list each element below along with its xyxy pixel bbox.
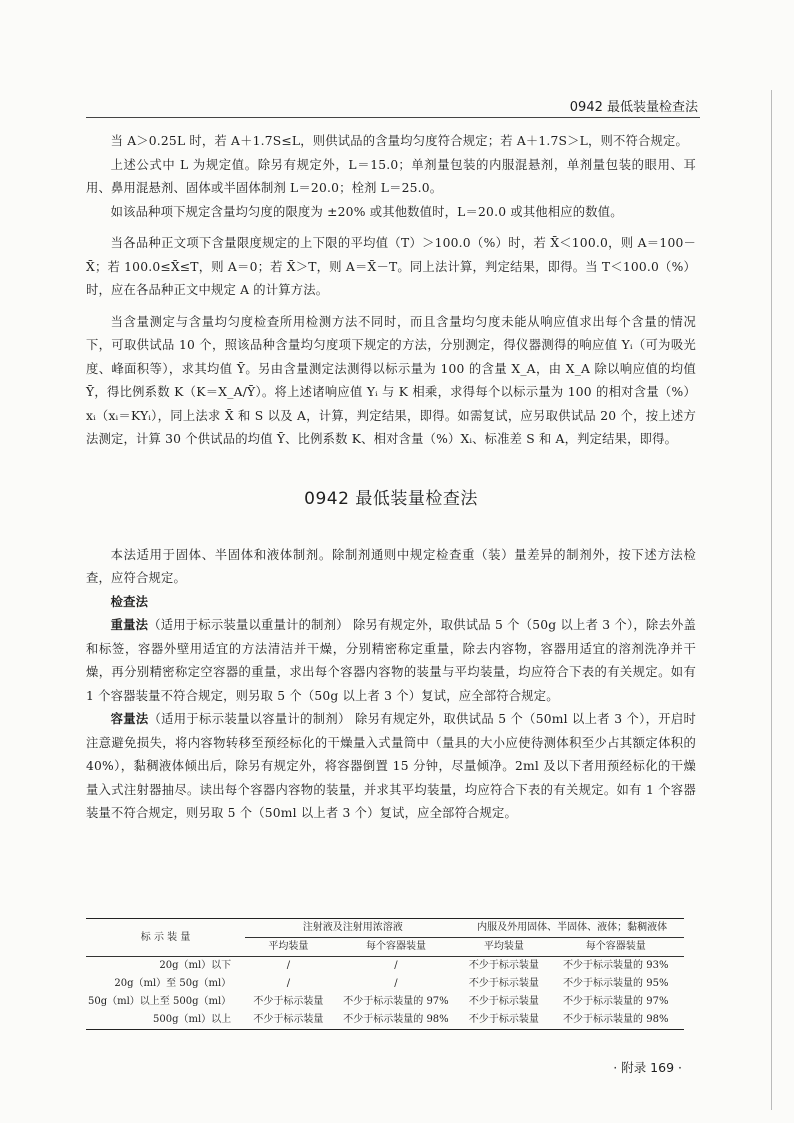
running-header-title: 0942 最低装量检查法: [569, 100, 698, 115]
weight-method-qualifier: （适用于标示装量以重量计的制剂）: [148, 618, 349, 632]
cell: 不少于标示装量的 95%: [563, 978, 669, 989]
cell: 不少于标示装量的 98%: [332, 1011, 461, 1030]
volume-method-term: 容量法: [110, 712, 149, 726]
sub-each-header: 每个容器装量: [332, 938, 461, 957]
table-row: [86, 1011, 684, 1030]
page-edge-rule: [771, 90, 772, 1110]
volume-method-text: 除另有规定外，取供试品 5 个（50ml 以上者 3 个），开启时注意避免损失，将内容物转移至预经标化的干燥量入式量筒中（量具的大小应使待测体积至少占其额定体积的 40%），黏稠液体倾出后，除另有规定外，将容器倒置 15 分钟，尽量倾净。2ml 及以下者用预经标化的干燥量入式注射器抽尽。读出每个容器内容物的装量，并求其平均装量，均应符合下表的有关规定。如有 1 个容器装量不符合规定，则另取 5 个（50ml 以上者 3 个）复试，应全部符合规定。: [86, 712, 696, 820]
sub-avg-header: 平均装量: [245, 938, 332, 957]
section-title: 0942 最低装量检查法: [304, 488, 478, 509]
cell: 不少于标示装量的 93%: [563, 960, 669, 971]
row-label: 20g（ml）至 50g（ml）: [114, 978, 232, 989]
cell: 不少于标示装量的 97%: [563, 996, 669, 1007]
paragraph-l-values: 上述公式中 L 为规定值。除另有规定外，L＝15.0；单剂量包装的内服混悬剂，单剂量包装的眼用、耳用、鼻用混悬剂、固体或半固体制剂 L＝20.0；栓剂 L＝25.0。: [86, 157, 696, 195]
method-heading: 检查法: [110, 594, 149, 609]
table-row: [86, 975, 684, 993]
min-fill-table: [86, 918, 684, 1030]
cell: 不少于标示装量: [460, 1011, 547, 1030]
paragraph-mean-limit: 当各品种正文项下含量限度规定的上下限的平均值（T）＞100.0（%）时，若 X̄＜100.0，则 A＝100－X̄；若 100.0≤X̄≤T，则 A＝0；若 X̄＞T，则 A＝X̄－T。同上法计算，判定结果，即得。当 T＜100.0（%）时，应在各品种正文中规定 A 的计算方法。: [86, 236, 696, 297]
cell: 不少于标示装量: [468, 996, 539, 1007]
cell: 不少于标示装量: [468, 960, 539, 971]
section-intro: 本法适用于固体、半固体和液体制剂。除制剂通则中规定检查重（装）量差异的制剂外，按下述方法检查，应符合规定。: [86, 547, 696, 585]
page-number: · 附录 169 ·: [613, 1060, 682, 1075]
header-rule: [86, 117, 700, 118]
cell: /: [394, 960, 398, 971]
cell: 不少于标示装量: [468, 978, 539, 989]
weight-method-paragraph: [86, 614, 696, 708]
paragraph-response-method: 当含量测定与含量均匀度检查所用检测方法不同时，而且含量均匀度未能从响应值求出每个含量的情况下，可取供试品 10 个，照该品种含量均匀度项下规定的方法，分别测定，得仪器测得的响应值 Yᵢ（可为吸光度、峰面积等），求其均值 Ȳ。另由含量测定法测得以标示量为 100 的含量 X_A，由 X_A 除以响应值的均值 Ȳ，得比例系数 K（K＝X_A/Ȳ）。将上述诸响应值 Yᵢ 与 K 相乘，求得每个以标示量为 100 的相对含量（%）xᵢ（xᵢ＝KYᵢ），同上法求 X̄ 和 S 以及 A，计算，判定结果，即得。如需复试，应另取供试品 20 个，按上述方法测定，计算 30 个供试品的均值 Ȳ、比例系数 K、相对含量（%）Xᵢ、标准差 S 和 A，判定结果，即得。: [86, 314, 696, 446]
paragraph-limit: 如该品种项下规定含量均匀度的限度为 ±20% 或其他数值时，L＝20.0 或其他相应的数值。: [110, 204, 623, 219]
cell: 不少于标示装量: [245, 1011, 332, 1030]
top-text-block: [86, 130, 696, 826]
group-injection-header: 注射液及注射用浓溶液: [245, 919, 460, 938]
volume-method-paragraph: [86, 708, 696, 826]
table-row: [86, 993, 684, 1011]
cell: /: [286, 960, 291, 971]
sub-avg-header: 平均装量: [460, 938, 547, 957]
volume-method-qualifier: （适用于标示装量以容量计的制剂）: [148, 712, 351, 726]
cell: /: [394, 978, 398, 989]
row-label: 20g（ml）以下: [159, 960, 232, 971]
col-label-header: 标 示 装 量: [86, 919, 245, 957]
row-label: 500g（ml）以上: [86, 1011, 245, 1030]
paragraph-a-condition: 当 A＞0.25L 时，若 A＋1.7S≤L，则供试品的含量均匀度符合规定；若 A＋1.7S＞L，则不符合规定。: [110, 134, 689, 148]
group-oral-header: 内服及外用固体、半固体、液体；黏稠液体: [460, 919, 684, 938]
cell: 不少于标示装量的 98%: [548, 1011, 684, 1030]
cell: 不少于标示装量: [253, 996, 324, 1007]
sub-each-header: 每个容器装量: [548, 938, 684, 957]
weight-method-text: 除另有规定外，取供试品 5 个（50g 以上者 3 个），除去外盖和标签，容器外壁用适宜的方法清洁并干燥，分别精密称定重量，除去内容物，容器用适宜的溶剂洗净并干燥，再分别精密称定空容器的重量，求出每个容器内容物的装量与平均装量，均应符合下表的有关规定。如有 1 个容器装量不符合规定，则另取 5 个（50g 以上者 3 个）复试，应全部符合规定。: [86, 618, 696, 703]
cell: /: [286, 978, 291, 989]
cell: 不少于标示装量的 97%: [343, 996, 449, 1007]
table-row: [86, 957, 684, 976]
row-label: 50g（ml）以上至 500g（ml）: [88, 996, 232, 1007]
weight-method-term: 重量法: [110, 618, 149, 632]
